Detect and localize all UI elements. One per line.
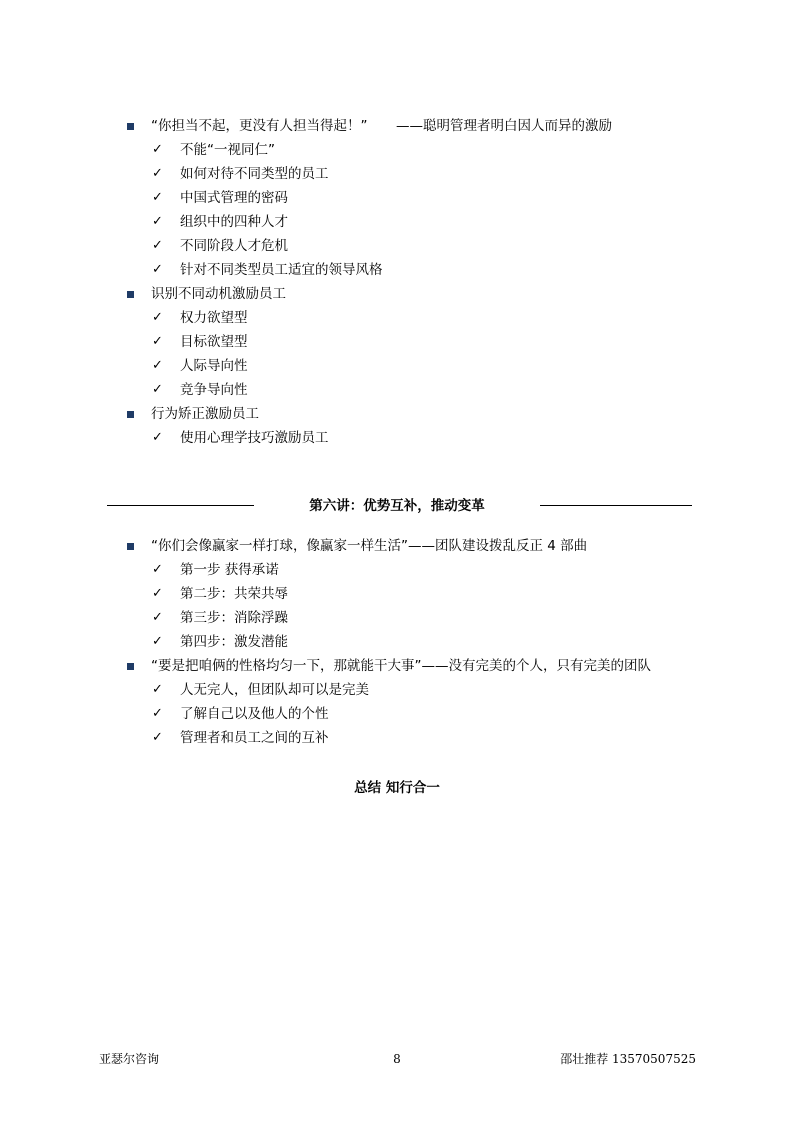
sub-list-item-text: 人无完人，但团队却可以是完美 bbox=[180, 682, 369, 698]
sub-list-item bbox=[0, 306, 794, 330]
sub-list-item-text: 竞争导向性 bbox=[180, 382, 248, 398]
checkmark-icon: ✓ bbox=[152, 586, 163, 601]
checkmark-icon: ✓ bbox=[152, 262, 163, 277]
checkmark-icon: ✓ bbox=[152, 166, 163, 181]
lecture-title: 第六讲：优势互补，推动变革 bbox=[309, 498, 485, 514]
sub-list-item bbox=[0, 426, 794, 450]
square-bullet-icon bbox=[127, 543, 134, 550]
sub-list-item-text: 权力欲望型 bbox=[180, 310, 248, 326]
sub-list-item-text: 人际导向性 bbox=[180, 358, 248, 374]
lecture-heading bbox=[0, 494, 794, 518]
sub-list-item bbox=[0, 678, 794, 702]
checkmark-icon: ✓ bbox=[152, 430, 163, 445]
list-item-text: 行为矫正激励员工 bbox=[151, 406, 259, 422]
list-item-text: “你担当不起，更没有人担当得起！” bbox=[151, 118, 368, 134]
checkmark-icon: ✓ bbox=[152, 310, 163, 325]
footer-page-number: 8 bbox=[393, 1052, 401, 1066]
sub-list-item-text: 第四步：激发潜能 bbox=[180, 634, 288, 650]
summary-title: 总结 知行合一 bbox=[354, 780, 440, 796]
sub-list-item bbox=[0, 234, 794, 258]
outline-section-1 bbox=[0, 114, 794, 450]
sub-list-item bbox=[0, 558, 794, 582]
footer-company: 亚瑟尔咨询 bbox=[99, 1052, 160, 1066]
sub-list-item-text: 如何对待不同类型的员工 bbox=[180, 166, 329, 182]
checkmark-icon: ✓ bbox=[152, 562, 163, 577]
list-item bbox=[0, 654, 794, 678]
sub-list-item bbox=[0, 210, 794, 234]
list-item bbox=[0, 534, 794, 558]
sub-list-item bbox=[0, 606, 794, 630]
checkmark-icon: ✓ bbox=[152, 334, 163, 349]
sub-list-item bbox=[0, 630, 794, 654]
checkmark-icon: ✓ bbox=[152, 706, 163, 721]
sub-list-item bbox=[0, 186, 794, 210]
sub-list-item-text: 第三步：消除浮躁 bbox=[180, 610, 288, 626]
sub-list-item bbox=[0, 702, 794, 726]
sub-list-item-text: 中国式管理的密码 bbox=[180, 190, 288, 206]
list-item-subtitle: ——聪明管理者明白因人而异的激励 bbox=[396, 118, 612, 134]
sub-list-item-text: 组织中的四种人才 bbox=[180, 214, 288, 230]
sub-list-item bbox=[0, 138, 794, 162]
list-item bbox=[0, 402, 794, 426]
checkmark-icon: ✓ bbox=[152, 358, 163, 373]
square-bullet-icon bbox=[127, 411, 134, 418]
square-bullet-icon bbox=[127, 291, 134, 298]
outline-section-2 bbox=[0, 534, 794, 750]
sub-list-item-text: 不同阶段人才危机 bbox=[180, 238, 288, 254]
checkmark-icon: ✓ bbox=[152, 190, 163, 205]
sub-list-item bbox=[0, 582, 794, 606]
checkmark-icon: ✓ bbox=[152, 214, 163, 229]
sub-list-item-text: 针对不同类型员工适宜的领导风格 bbox=[180, 262, 383, 278]
footer-contact: 邵壮推荐 13570507525 bbox=[560, 1052, 696, 1066]
list-item bbox=[0, 114, 794, 138]
list-item-text: 识别不同动机激励员工 bbox=[151, 286, 286, 302]
sub-list-item-text: 管理者和员工之间的互补 bbox=[180, 730, 329, 746]
heading-rule-right bbox=[540, 505, 692, 506]
list-item-text: “你们会像赢家一样打球，像赢家一样生活”——团队建设拨乱反正 4 部曲 bbox=[151, 538, 588, 554]
sub-list-item bbox=[0, 258, 794, 282]
sub-list-item-text: 了解自己以及他人的个性 bbox=[180, 706, 329, 722]
sub-list-item-text: 目标欲望型 bbox=[180, 334, 248, 350]
sub-list-item bbox=[0, 162, 794, 186]
sub-list-item-text: 第二步：共荣共辱 bbox=[180, 586, 288, 602]
square-bullet-icon bbox=[127, 123, 134, 130]
sub-list-item bbox=[0, 354, 794, 378]
list-item bbox=[0, 282, 794, 306]
square-bullet-icon bbox=[127, 663, 134, 670]
list-item-text: “要是把咱俩的性格均匀一下，那就能干大事”——没有完美的个人，只有完美的团队 bbox=[151, 658, 651, 674]
checkmark-icon: ✓ bbox=[152, 238, 163, 253]
sub-list-item-text: 使用心理学技巧激励员工 bbox=[180, 430, 329, 446]
checkmark-icon: ✓ bbox=[152, 610, 163, 625]
checkmark-icon: ✓ bbox=[152, 730, 163, 745]
sub-list-item bbox=[0, 378, 794, 402]
sub-list-item bbox=[0, 330, 794, 354]
sub-list-item-text: 第一步 获得承诺 bbox=[180, 562, 279, 578]
sub-list-item-text: 不能“一视同仁” bbox=[180, 142, 275, 158]
sub-list-item bbox=[0, 726, 794, 750]
checkmark-icon: ✓ bbox=[152, 682, 163, 697]
checkmark-icon: ✓ bbox=[152, 634, 163, 649]
checkmark-icon: ✓ bbox=[152, 382, 163, 397]
checkmark-icon: ✓ bbox=[152, 142, 163, 157]
